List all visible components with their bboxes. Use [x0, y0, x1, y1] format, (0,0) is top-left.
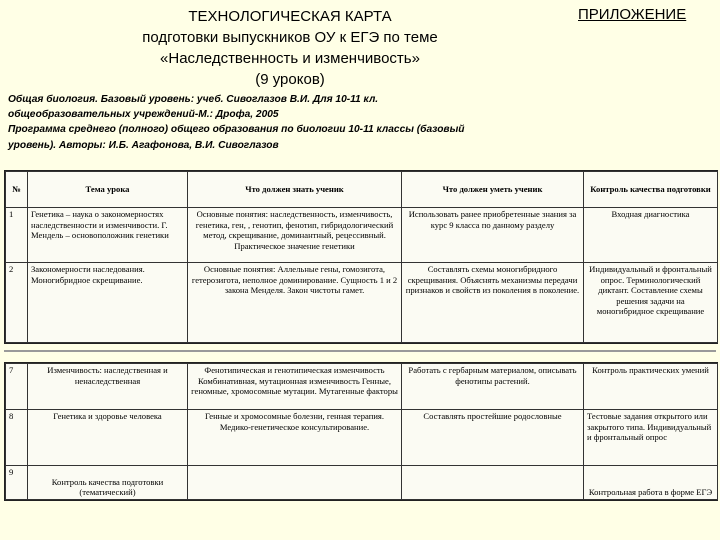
header-control: Контроль качества подготовки — [584, 172, 718, 208]
info-line-2: общеобразовательных учреждений-М.: Дрофа, 2005 — [8, 109, 279, 121]
row-num: 2 — [6, 263, 28, 343]
row-able — [402, 466, 584, 500]
row-num: 7 — [6, 364, 28, 410]
row-know — [188, 466, 402, 500]
row-control: Тестовые задания открытого или закрытого типа. Индивидуальный и фронтальный опрос — [584, 410, 718, 466]
row-know: Фенотипическая и генотипическая изменчивость Комбинативная, мутационная изменчивость Генные, геномные, хромосомные мутации. Мутагенные факторы — [188, 364, 402, 410]
table-row — [6, 263, 718, 343]
info-line-3: Программа среднего (полного) общего образования по биологии 10-11 классы (базовый — [8, 124, 465, 136]
row-topic: Генетика и здоровье человека — [28, 410, 188, 466]
title-line-1: ТЕХНОЛОГИЧЕСКАЯ КАРТА — [188, 8, 392, 25]
title-line-2: подготовки выпускников ОУ к ЕГЭ по теме — [142, 29, 438, 46]
row-topic: Генетика – наука о закономерностях наследственности и изменчивости. Г. Мендель – основоположник генетики — [28, 208, 188, 263]
title-line-4: (9 уроков) — [255, 71, 325, 88]
header-know: Что должен знать ученик — [188, 172, 402, 208]
row-know: Основные понятия: наследственность, изменчивость, генетика, ген, , генотип, фенотип, гибридологический метод, скрещивание, доминантный, рецессивный. Практическое значение генетики — [188, 208, 402, 263]
table-header-row — [6, 172, 718, 208]
header-topic: Тема урока — [28, 172, 188, 208]
title-line-3: «Наследственность и изменчивость» — [160, 50, 420, 67]
header-num: № — [6, 172, 28, 208]
table-row — [6, 410, 718, 466]
row-control: Контроль практических умений — [584, 364, 718, 410]
table-row — [6, 466, 718, 500]
info-line-1: Общая биология. Базовый уровень: учеб. Сивоглазов В.И. Для 10-11 кл. — [8, 94, 379, 105]
row-control: Индивидуальный и фронтальный опрос. Терминологический диктант. Составление схемы решения задачи на моногибридное скрещивание — [584, 263, 718, 343]
table-row — [6, 208, 718, 263]
row-control: Входная диагностика — [584, 208, 718, 263]
row-topic: Контроль качества подготовки (тематический) — [28, 466, 188, 500]
textbook-info — [8, 92, 568, 153]
row-topic: Изменчивость: наследственная и ненаследственная — [28, 364, 188, 410]
appendix-label: ПРИЛОЖЕНИЕ — [578, 6, 687, 23]
table-row — [6, 364, 718, 410]
header-able: Что должен уметь ученик — [402, 172, 584, 208]
scan-separator — [4, 350, 716, 352]
row-num: 8 — [6, 410, 28, 466]
lesson-table-part-1 — [4, 170, 718, 344]
row-topic: Закономерности наследования. Моногибридное скрещивание. — [28, 263, 188, 343]
row-able: Работать с гербарным материалом, описывать фенотипы растений. — [402, 364, 584, 410]
row-num: 9 — [6, 466, 28, 500]
document-title — [60, 6, 520, 90]
row-able: Составлять простейшие родословные — [402, 410, 584, 466]
row-control: Контрольная работа в форме ЕГЭ — [584, 466, 718, 500]
lesson-table-part-2 — [4, 362, 718, 501]
info-line-4: уровень). Авторы: И.Б. Агафонова, В.И. Сивоглазов — [8, 139, 279, 151]
row-able: Составлять схемы моногибридного скрещивания. Объяснять механизмы передачи признаков и свойств из поколения в поколение. — [402, 263, 584, 343]
row-num: 1 — [6, 208, 28, 263]
row-know: Генные и хромосомные болезни, генная терапия. Медико-генетическое консультирование. — [188, 410, 402, 466]
row-know: Основные понятия: Аллельные гены, гомозигота, гетерозигота, неполное доминирование. Сущность 1 и 2 закона Менделя. Закон чистоты гамет. — [188, 263, 402, 343]
row-able: Использовать ранее приобретенные знания за курс 9 класса по данному разделу — [402, 208, 584, 263]
